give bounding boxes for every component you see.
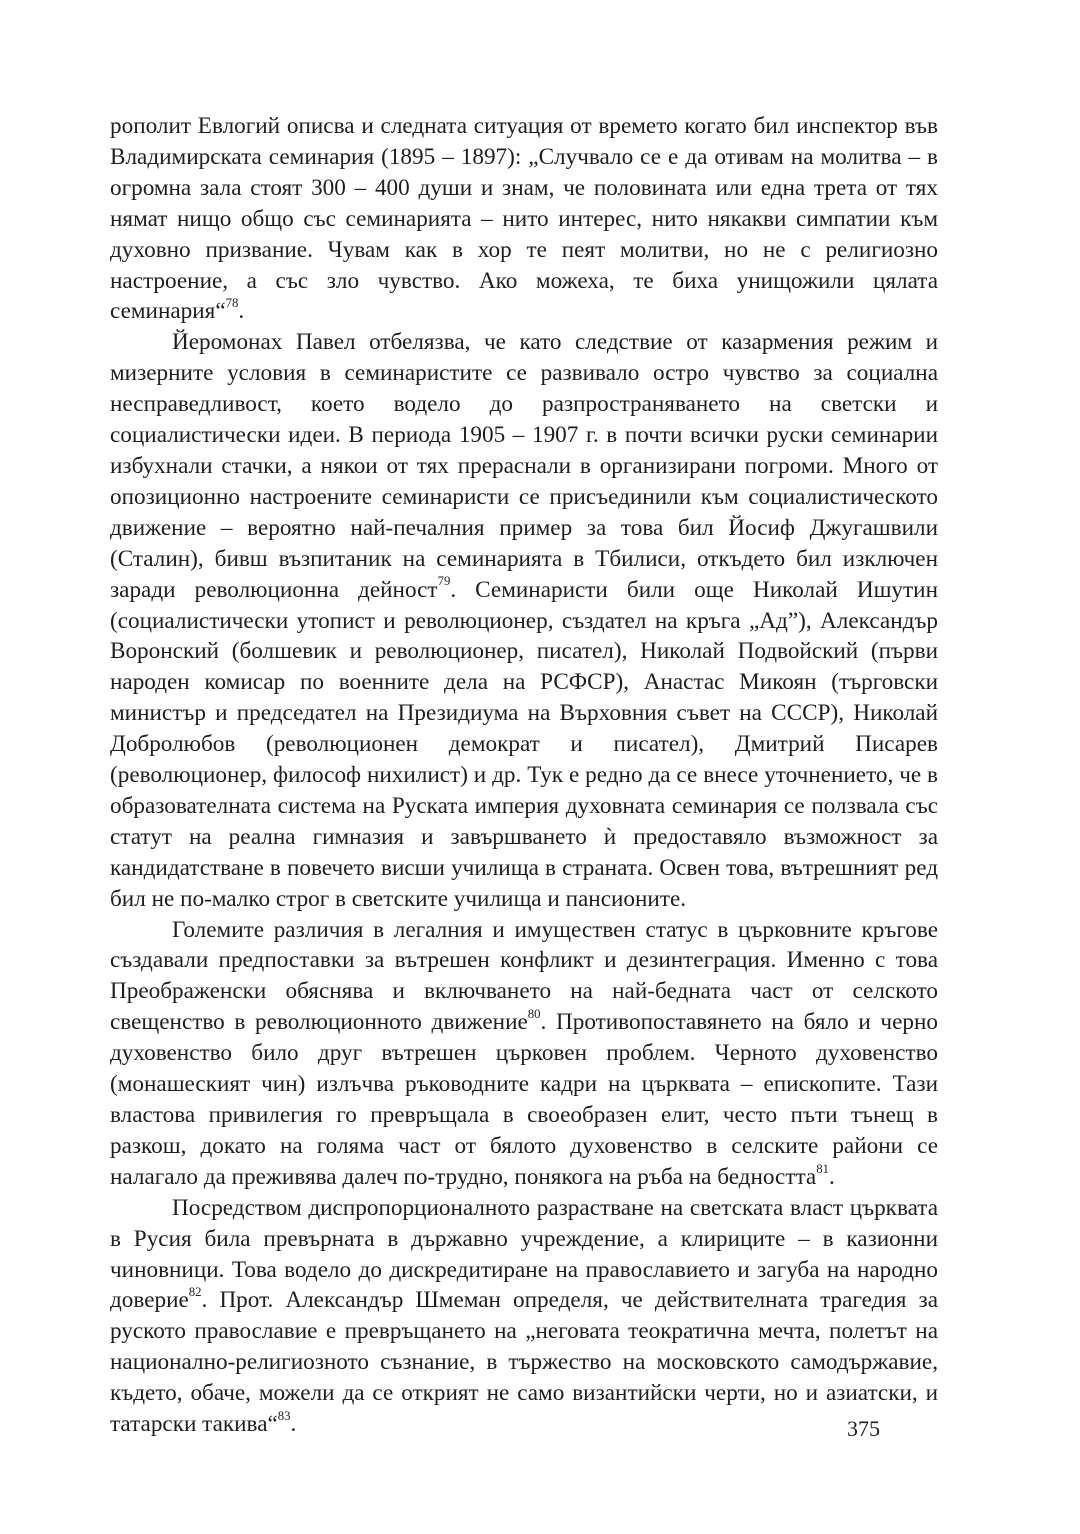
paragraph-3-text-a: Големите различия в легалния и имуществен статус в църковните кръгове създавали предпоставки за вътрешен конфликт и дезинтеграция. Именно с това Преображенски обяснява и включването на най-бедната част от селското свещенство в революционното движение [110,916,938,1036]
paragraph-4-text-a: Посредством диспропорционалното разрастване на светската власт църквата в Русия била превърната в държавно учреждение, а клириците – в казионни чиновници. Това водело до дискредитиране на православието и загуба на народно доверие [110,1194,938,1314]
paragraph-1-tail: . [238,298,245,325]
footnote-ref-82: 82 [188,1285,202,1300]
paragraph-2 [110,327,938,914]
footnote-ref-81: 81 [816,1161,829,1176]
page-number: 375 [847,1416,880,1441]
paragraph-3 [110,915,938,1193]
paragraph-1-text: рополит Евлогий описва и следната ситуация от времето когато бил инспектор във Владимирската семинария (1895 – 1897): „Случвало се е да отивам на молитва – в огромна зала стоят 300 – 400 души и знам, че половината или една трета от тях нямат нищо общо със семинарията – нито интерес, нито някакви симпатии към духовно призвание. Чувам как в хор те пеят молитви, но не с религиозно настроение, а със зло чувство. Ако можеха, те биха унищожили цялата семинария“ [110,113,938,325]
paragraph-4-text-b: . Прот. Александър Шмеман определя, че действителната трагедия за руското православие е превръщането на „неговата теократична мечта, полетът на национално-религиозното съзнание, в тържество на московското самодържавие, където, обаче, можели да се открият не само византийски черти, но и азиатски, и татарски такива“ [110,1287,938,1438]
footnote-ref-83: 83 [277,1408,291,1423]
footnote-ref-80: 80 [527,1007,541,1021]
paragraph-2-text-b: . Семинаристи били още Николай Ишутин (социалистически утопист и революционер, създател на кръга „Ад”), Александър Воронский (болшевик и революционер, писател), Николай Подвойский (първи народен комисар по военните дела на РСФСР), Анастас Микоян (търговски министър и председател на Президиума на Върховния съвет на СССР), Николай Добролюбов (революционен демократ и писател), Дмитрий Писарев (революционер, философ нихилист) и др. Тук е редно да се внесе уточнението, че в образователната система на Руската империя духовната семинария се ползвала със статут на реална гимназия и завършването ѝ предоставяло възможност за кандидатстване в повечето висши училища в страната. Освен това, вътрешният ред бил не по-малко строг в светските училища и пансионите. [110,576,938,912]
footnote-ref-78: 78 [225,296,239,311]
paragraph-4-tail: . [290,1411,297,1438]
footnote-ref-79: 79 [437,574,451,589]
paragraph-2-text-a: Йеромонах Павел отбелязва, че като следствие от казармения режим и мизерните условия в семинаристите се развивало остро чувство за социална несправедливост, което водело до разпространяването на светски и социалистически идеи. В периода 1905 – 1907 г. в почти всички руски семинарии избухнали стачки, а някои от тях прераснали в организирани погроми. Много от опозиционно настроените семинаристи се присъединили към социалистическото движение – вероятно най-печалния пример за това бил Йосиф Джугашвили (Сталин), бивш възпитаник на семинарията в Тбилиси, откъдето бил изключен заради революционна дейност [110,329,938,603]
paragraph-3-tail: . [828,1163,835,1190]
paragraph-1 [110,111,938,327]
paragraph-4 [110,1193,938,1440]
paragraph-3-text-b: . Противопоставянето на бяло и черно духовенство било друг вътрешен църковен проблем. Черното духовенство (монашеският чин) излъчва ръководните кадри на църквата – епископите. Тази властова привилегия го превръщала в своеобразен елит, често пъти тънещ в разкош, докато на голяма част от бялото духовенство в селските райони се налагало да преживява далеч по-трудно, понякога на ръба на бедността [110,1009,938,1190]
body-text [110,111,938,1440]
